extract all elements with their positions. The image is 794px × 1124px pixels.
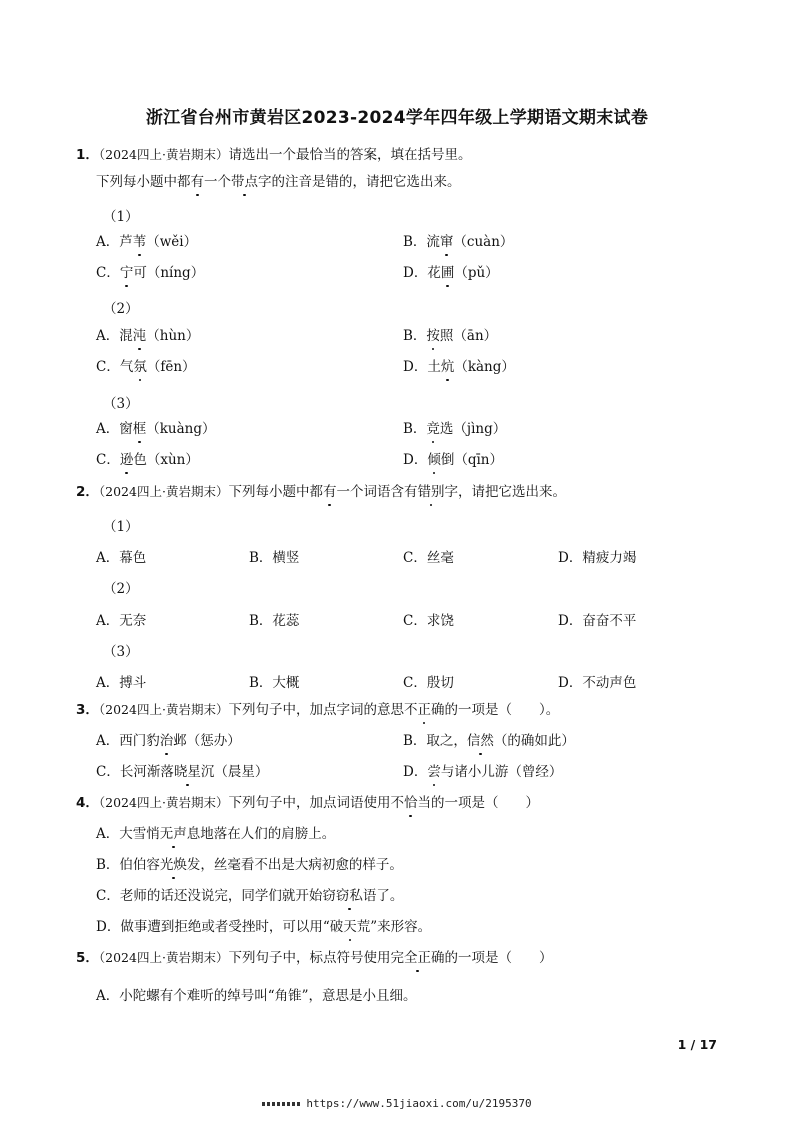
question-source: （2024四上·黄岩期末） (98, 147, 229, 162)
question-1-instruction: 下列每小题中都有一个带点字的注音是错的，请把它选出来。 (96, 174, 461, 190)
question-2-stem: 2．（2024四上·黄岩期末）下列每小题中都有一个词语含有错别字，请把它选出来。 (76, 484, 566, 500)
page-number: 1 / 17 (677, 1037, 717, 1052)
footer-watermark[interactable] (0, 1097, 794, 1110)
question-source: （2024四上·黄岩期末） (98, 795, 229, 810)
question-number: 3． (76, 702, 99, 718)
subquestion-label: （3） (103, 396, 139, 412)
option-a: A．搏斗 (96, 675, 147, 691)
question-number: 4． (76, 795, 99, 811)
option-c: C．求饶 (403, 613, 454, 629)
question-source: （2024四上·黄岩期末） (98, 950, 229, 965)
option-d: D．倾倒（qīn） (403, 452, 503, 468)
option-c: C．长河渐落晓星沉（晨星） (96, 764, 269, 780)
option-a: A．芦苇（wěi） (96, 234, 198, 250)
question-3-stem: 3．（2024四上·黄岩期末）下列句子中，加点字词的意思不正确的一项是（ ）。 (76, 702, 560, 718)
option-a: A．无奈 (96, 613, 147, 629)
subquestion-label: （1） (103, 519, 139, 535)
page-title: 浙江省台州市黄岩区2023-2024学年四年级上学期语文期末试卷 (145, 108, 649, 128)
subquestion-label: （2） (103, 301, 139, 317)
question-1-stem: 1．（2024四上·黄岩期末）请选出一个最恰当的答案，填在括号里。 (76, 147, 472, 163)
option-b: B．大概 (249, 675, 300, 691)
option-d: D．土炕（kàng） (403, 359, 515, 375)
option-c: C．丝毫 (403, 550, 454, 566)
site-logo-icon (262, 1102, 300, 1106)
option-b: B．花蕊 (249, 613, 300, 629)
option-d: D．精疲力竭 (558, 550, 637, 566)
question-source: （2024四上·黄岩期末） (98, 484, 229, 499)
option-b: B．按照（ān） (403, 328, 498, 344)
question-4-stem: 4．（2024四上·黄岩期末）下列句子中，加点词语使用不恰当的一项是（ ） (76, 795, 539, 811)
option-a: A．西门豹治邺（惩办） (96, 733, 241, 749)
subquestion-label: （2） (103, 581, 139, 597)
option-b: B．流窜（cuàn） (403, 234, 514, 250)
option-a: A．幕色 (96, 550, 147, 566)
question-number: 2． (76, 484, 99, 500)
subquestion-label: （1） (103, 209, 139, 225)
option-c: C．殷切 (403, 675, 454, 691)
option-b: B．伯伯容光焕发，丝毫看不出是大病初愈的样子。 (96, 857, 403, 873)
option-d: D．不动声色 (558, 675, 637, 691)
option-a: A．窗框（kuàng） (96, 421, 216, 437)
question-number: 1． (76, 147, 99, 163)
option-b: B．横竖 (249, 550, 300, 566)
subquestion-label: （3） (103, 644, 139, 660)
option-a: A．混沌（hùn） (96, 328, 200, 344)
option-c: C．逊色（xùn） (96, 452, 199, 468)
question-source: （2024四上·黄岩期末） (98, 702, 229, 717)
option-d: D．做事遭到拒绝或者受挫时，可以用“破天荒”来形容。 (96, 919, 432, 935)
question-number: 5． (76, 950, 99, 966)
footer-url[interactable]: https://www.51jiaoxi.com/u/2195370 (306, 1097, 532, 1110)
option-d: D．尝与诸小儿游（曾经） (403, 764, 563, 780)
option-b: B．取之，信然（的确如此） (403, 733, 575, 749)
option-c: C．宁可（níng） (96, 265, 205, 281)
option-a: A．大雪悄无声息地落在人们的肩膀上。 (96, 826, 336, 842)
option-c: C．老师的话还没说完，同学们就开始窃窃私语了。 (96, 888, 404, 904)
option-d: D．奋奋不平 (558, 613, 637, 629)
option-a: A．小陀螺有个难听的绰号叫“角锥”，意思是小且细。 (96, 988, 417, 1004)
question-5-stem: 5．（2024四上·黄岩期末）下列句子中，标点符号使用完全正确的一项是（ ） (76, 950, 553, 966)
option-c: C．气氛（fēn） (96, 359, 196, 375)
option-b: B．竞选（jìng） (403, 421, 507, 437)
option-d: D．花圃（pǔ） (403, 265, 499, 281)
